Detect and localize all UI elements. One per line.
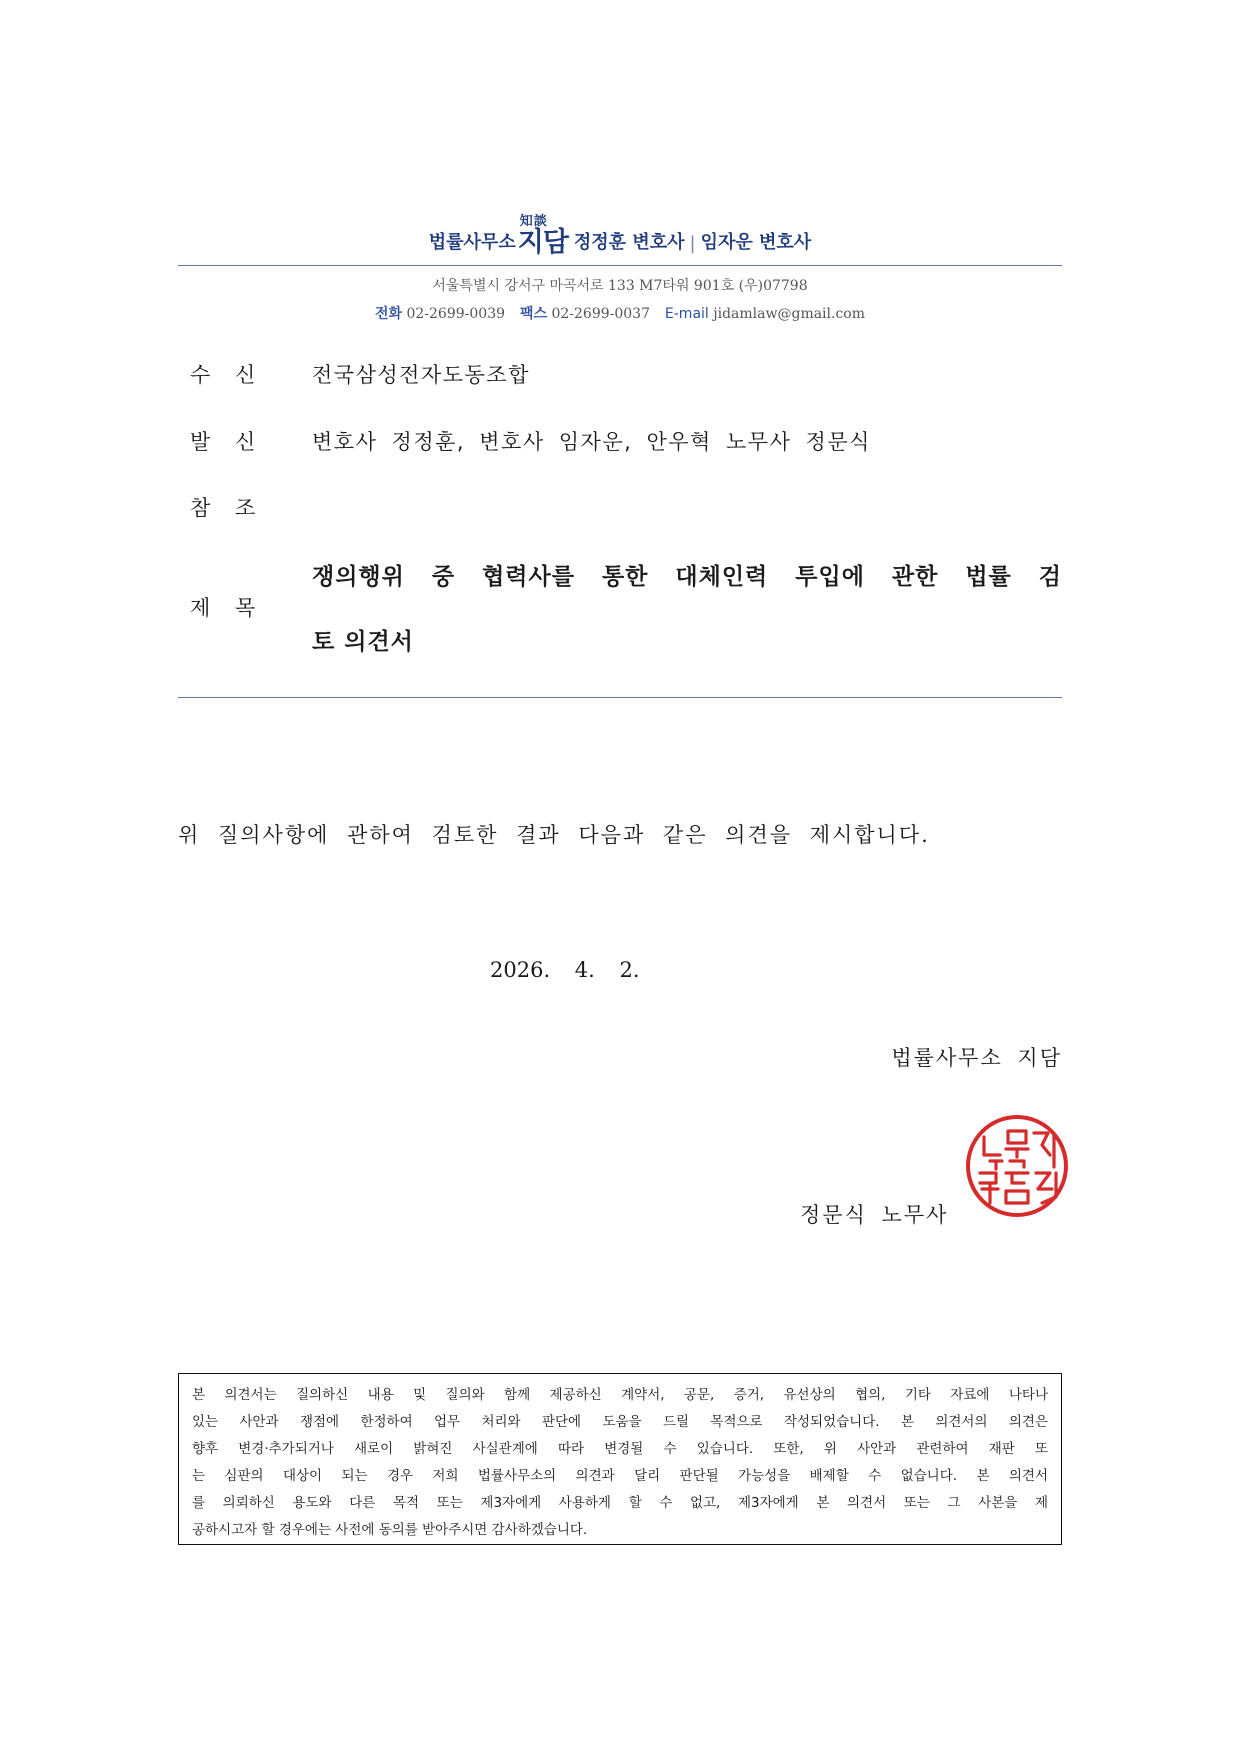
sender-value: 변호사 정정훈, 변호사 임자운, 안우혁 노무사 정문식 (312, 430, 871, 454)
sender-label: 발 신 (190, 430, 265, 454)
letterhead-separator: | (689, 233, 696, 254)
lawyer-1: 정정훈 변호사 (573, 232, 685, 253)
signatory-name: 정문식 노무사 (800, 1203, 949, 1227)
header-bottom-rule (178, 697, 1062, 698)
disclaimer-line: 는 심판의 대상이 되는 경우 저희 법률사무소의 의견과 달리 판단될 가능성을 배제할 수 없습니다. 본 의견서 (192, 1468, 1048, 1484)
recipient-value: 전국삼성전자도동조합 (312, 363, 530, 387)
logo-hanja: 知談 (519, 214, 548, 229)
firm-name: 법률사무소 (428, 232, 516, 253)
disclaimer-box (178, 1373, 1062, 1545)
fax-number: 02-2699-0037 (551, 306, 650, 322)
email-label: E-mail (664, 306, 709, 322)
reference-label: 참 조 (190, 496, 265, 520)
body-paragraph: 위 질의사항에 관하여 검토한 결과 다음과 같은 의견을 제시합니다. (178, 823, 930, 847)
lawyer-2: 임자운 변호사 (700, 232, 812, 253)
subject-title-line-2: 토 의견서 (312, 629, 414, 655)
logo-hangul: 지담 (517, 227, 568, 258)
disclaimer-line: 를 의뢰하신 용도와 다른 목적 또는 제3자에게 사용하게 할 수 없고, 제3자에게 본 의견서 또는 그 사본을 제 (192, 1495, 1048, 1511)
sender-firm: 법률사무소 지담 (891, 1046, 1062, 1070)
recipient-label: 수 신 (190, 363, 265, 387)
firm-logo (518, 212, 568, 258)
letterhead-rule (178, 265, 1062, 266)
phone-number: 02-2699-0039 (406, 306, 506, 322)
document-date: 2026. 4. 2. (490, 958, 640, 982)
seal-stamp-icon (962, 1111, 1072, 1221)
firm-contact (178, 304, 1062, 324)
fax-label: 팩스 (519, 306, 547, 322)
disclaimer-line: 있는 사안과 쟁점에 한정하여 업무 처리와 판단에 도움을 드릴 목적으로 작성되었습니다. 본 의견서의 의견은 (192, 1414, 1048, 1430)
disclaimer-line: 공하시고자 할 경우에는 사전에 동의를 받아주시면 감사하겠습니다. (192, 1522, 588, 1538)
phone-label: 전화 (374, 306, 403, 322)
disclaimer-line: 향후 변경·추가되거나 새로이 밝혀진 사실관계에 따라 변경될 수 있습니다. 또한, 위 사안과 관련하여 재판 또 (192, 1441, 1048, 1457)
subject-title-line-1: 쟁의행위 중 협력사를 통한 대체인력 투입에 관한 법률 검 (312, 564, 1062, 590)
letterhead (178, 214, 1062, 258)
email-address: jidamlaw@gmail.com (713, 306, 866, 322)
disclaimer-line: 본 의견서는 질의하신 내용 및 질의와 함께 제공하신 계약서, 공문, 증거, 유선상의 협의, 기타 자료에 나타나 (192, 1387, 1048, 1403)
subject-label: 제 목 (190, 596, 265, 620)
firm-address: 서울특별시 강서구 마곡서로 133 M7타워 901호 (우)07798 (432, 278, 808, 294)
